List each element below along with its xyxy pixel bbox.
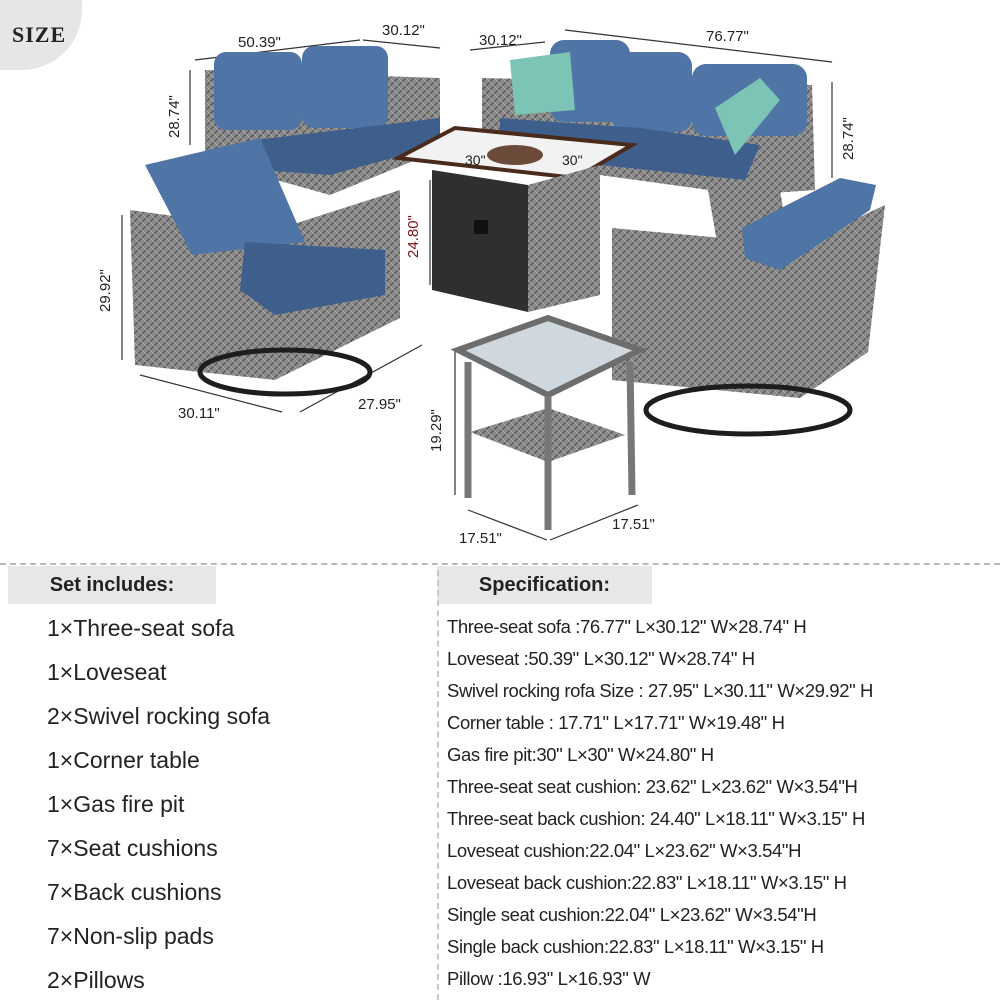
dim-table-depth: 17.51" — [612, 516, 655, 533]
corner-table-shape — [458, 318, 640, 530]
list-item: 7×Seat cushions — [47, 835, 218, 861]
spec-item: Gas fire pit:30" L×30" W×24.80" H — [447, 744, 714, 765]
list-item: 2×Pillows — [47, 967, 145, 993]
list-item: 1×Three-seat sofa — [47, 615, 235, 641]
spec-item: Loveseat back cushion:22.83" L×18.11" W×3.15" H — [447, 872, 847, 893]
spec-item: Loveseat :50.39" L×30.12" W×28.74" H — [447, 648, 755, 669]
spec-item: Three-seat back cushion: 24.40" L×18.11" W×3.15" H — [447, 808, 865, 829]
dim-firepit-width: 30" — [465, 152, 486, 168]
dim-loveseat-depth: 30.12" — [382, 22, 425, 39]
list-item: 7×Back cushions — [47, 879, 222, 905]
list-item: 2×Swivel rocking sofa — [47, 703, 271, 729]
list-item: 7×Non-slip pads — [47, 923, 214, 949]
dim-swivel-width: 30.11" — [178, 405, 220, 422]
spec-item: Loveseat cushion:22.04" L×23.62" W×3.54"H — [447, 840, 802, 861]
spec-item: Single back cushion:22.83" L×18.11" W×3.15" H — [447, 936, 824, 957]
fire-pit-shape — [398, 128, 632, 312]
dim-loveseat-height: 28.74" — [166, 95, 183, 138]
size-label: SIZE — [12, 22, 67, 47]
section-divider — [0, 563, 1000, 565]
dim-sofa-height: 28.74" — [840, 117, 857, 160]
list-item: 1×Gas fire pit — [47, 791, 185, 817]
dim-table-height: 19.29" — [428, 409, 445, 452]
dim-sofa-length: 76.77" — [706, 28, 749, 45]
dim-table-width: 17.51" — [459, 530, 502, 547]
dim-loveseat-length: 50.39" — [238, 34, 281, 51]
set-includes-heading: Set includes: — [8, 566, 216, 604]
spec-item: Swivel rocking rofa Size : 27.95" L×30.11" W×29.92" H — [447, 680, 873, 701]
specification-heading: Specification: — [437, 566, 652, 604]
dim-firepit-height: 24.80" — [405, 215, 422, 258]
list-item: 1×Loveseat — [47, 659, 167, 685]
spec-item: Three-seat sofa :76.77" L×30.12" W×28.74" H — [447, 616, 807, 637]
spec-item: Three-seat seat cushion: 23.62" L×23.62" W×3.54"H — [447, 776, 858, 797]
specification-list — [447, 614, 873, 998]
dim-swivel-height: 29.92" — [97, 269, 114, 312]
list-item: 1×Corner table — [47, 747, 200, 773]
dim-sofa-depth: 30.12" — [479, 32, 522, 49]
spec-item: Pillow :16.93" L×16.93" W — [447, 968, 651, 989]
swivel-chair-right-shape — [612, 178, 885, 434]
dim-swivel-depth: 27.95" — [358, 396, 401, 413]
set-includes-list — [47, 612, 270, 1008]
spec-item: Single seat cushion:22.04" L×23.62" W×3.54"H — [447, 904, 817, 925]
spec-item: Corner table : 17.71" L×17.71" W×19.48" H — [447, 712, 785, 733]
dim-firepit-depth: 30" — [562, 152, 583, 168]
pillow-left — [510, 52, 575, 115]
column-separator — [437, 570, 439, 1000]
